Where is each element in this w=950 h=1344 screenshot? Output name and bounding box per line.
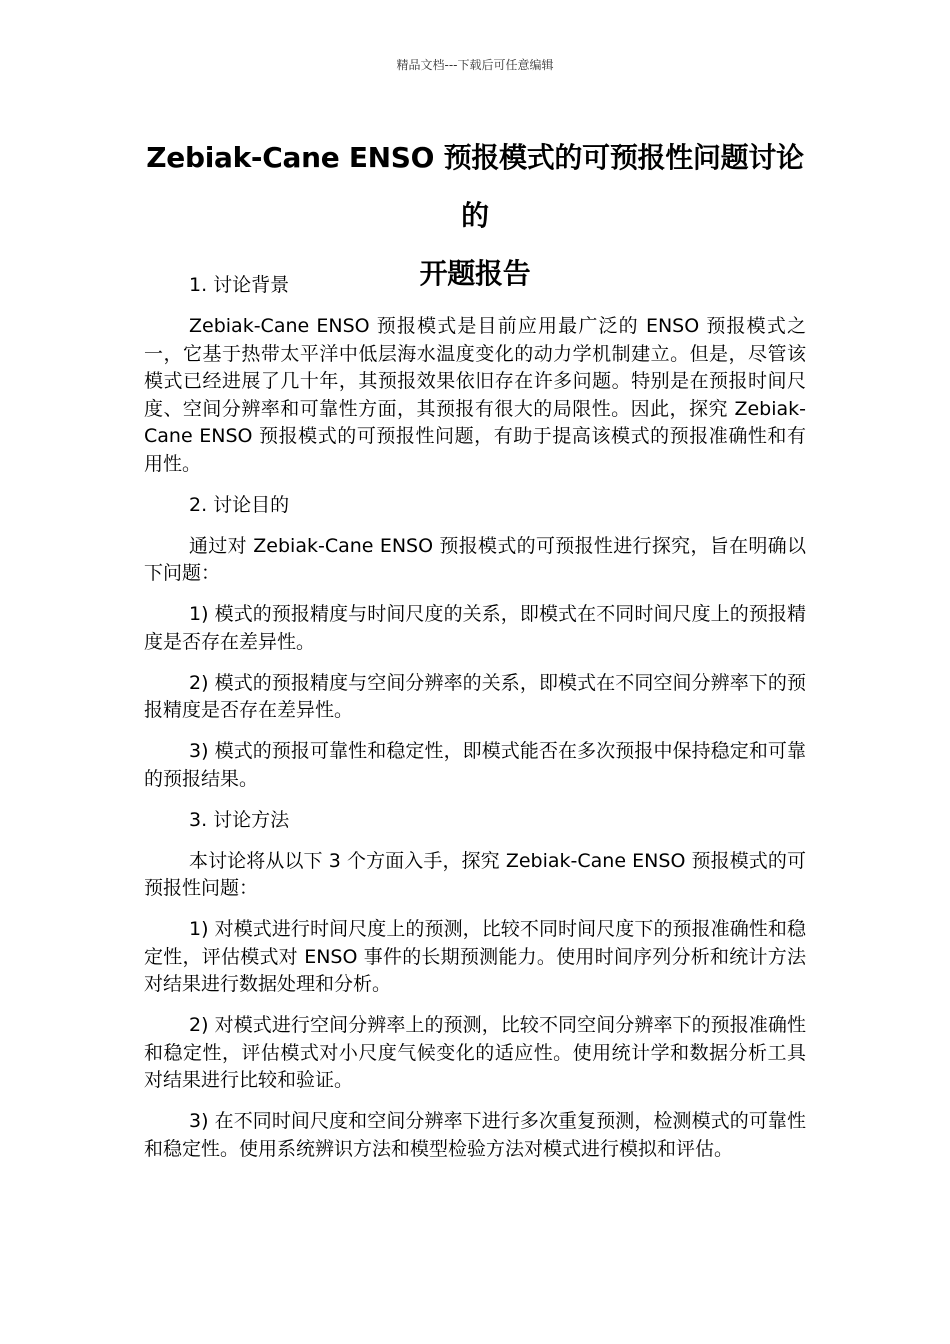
- title-line-2: 开题报告: [419, 257, 531, 290]
- paragraph-method-intro: 本讨论将从以下 3 个方面入手，探究 Zebiak-Cane ENSO 预报模式的可预报性问题：: [144, 849, 806, 899]
- header-note: 精品文档---下载后可任意编辑: [396, 58, 554, 72]
- section-heading-method: 3. 讨论方法: [189, 808, 290, 831]
- purpose-item-3: 3) 模式的预报可靠性和稳定性，即模式能否在多次预报中保持稳定和可靠的预报结果。: [144, 740, 806, 790]
- section-heading-background: 1. 讨论背景: [189, 274, 290, 296]
- section-heading-purpose: 2. 讨论目的: [189, 493, 290, 516]
- purpose-item-1: 1) 模式的预报精度与时间尺度的关系，即模式在不同时间尺度上的预报精度是否存在差异性。: [144, 603, 806, 653]
- title-line-1: Zebiak-Cane ENSO 预报模式的可预报性问题讨论的: [146, 141, 804, 232]
- method-item-1: 1) 对模式进行时间尺度上的预测，比较不同时间尺度下的预报准确性和稳定性，评估模式对 ENSO 事件的长期预测能力。使用时间序列分析和统计方法对结果进行数据处理和分析。: [144, 918, 806, 995]
- paragraph-background: Zebiak-Cane ENSO 预报模式是目前应用最广泛的 ENSO 预报模式之一，它基于热带太平洋中低层海水温度变化的动力学机制建立。但是，尽管该模式已经进展了几十年，其预报效果依旧存在许多问题。特别是在预报时间尺度、空间分辨率和可靠性方面，其预报有很大的局限性。因此，探究 Zebiak-Cane ENSO 预报模式的可预报性问题，有助于提高该模式的预报准确性和有用性。: [144, 315, 806, 475]
- method-item-2: 2) 对模式进行空间分辨率上的预测，比较不同空间分辨率下的预报准确性和稳定性，评估模式对小尺度气候变化的适应性。使用统计学和数据分析工具对结果进行比较和验证。: [144, 1014, 806, 1091]
- paragraph-purpose-intro: 通过对 Zebiak-Cane ENSO 预报模式的可预报性进行探究，旨在明确以下问题：: [144, 534, 806, 584]
- purpose-item-2: 2) 模式的预报精度与空间分辨率的关系，即模式在不同空间分辨率下的预报精度是否存在差异性。: [144, 671, 806, 721]
- method-item-3: 3) 在不同时间尺度和空间分辨率下进行多次重复预测，检测模式的可靠性和稳定性。使用系统辨识方法和模型检验方法对模式进行模拟和评估。: [144, 1110, 806, 1160]
- document-body: [144, 272, 806, 1177]
